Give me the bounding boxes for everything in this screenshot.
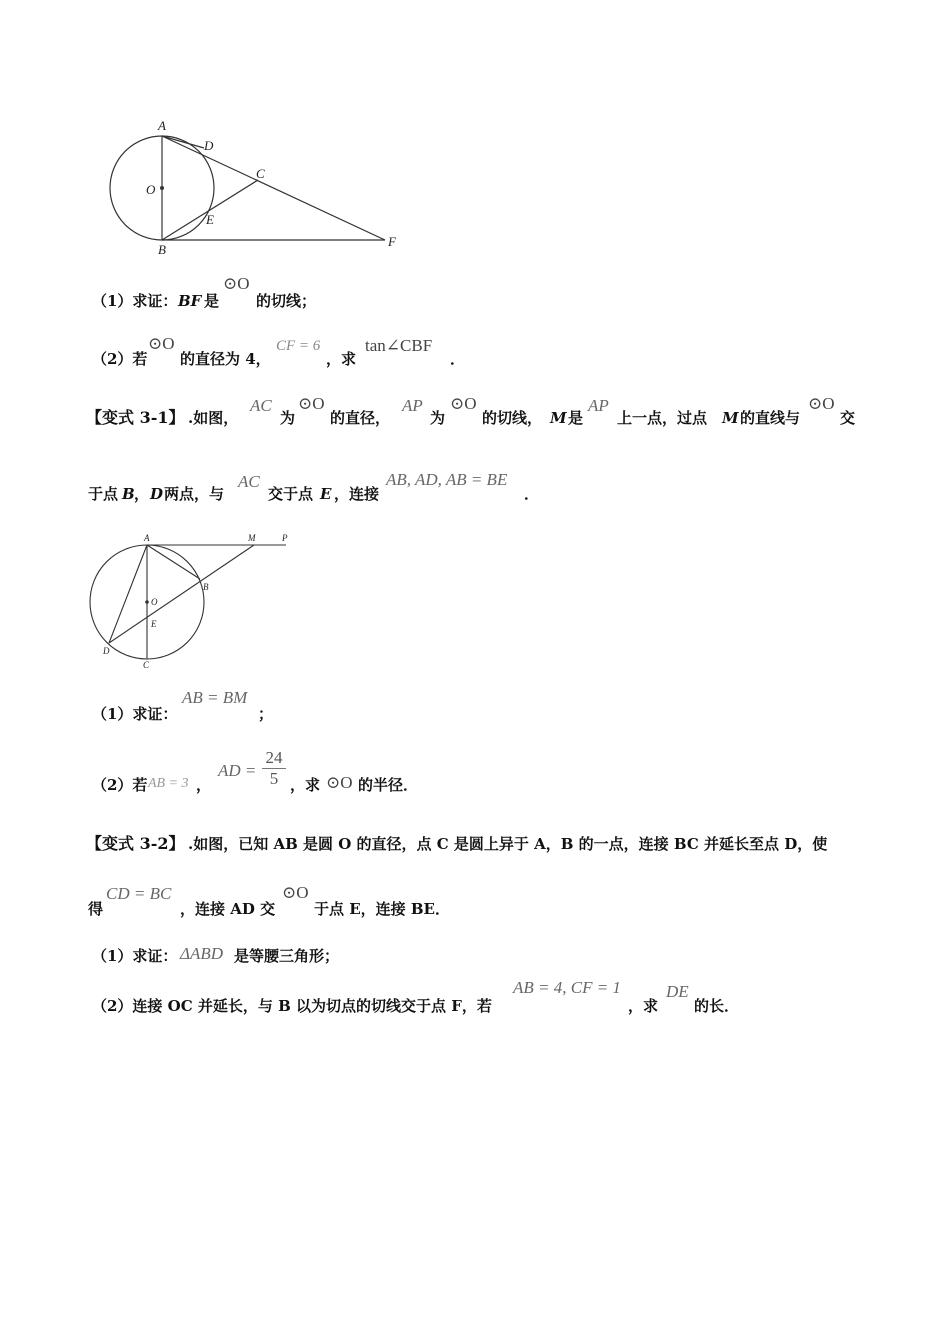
label-d: D [204,138,214,153]
circle-o-symbol: ⊙O [148,334,175,353]
label-b: B [158,242,166,257]
segment-ab [147,545,200,579]
segment-ad [109,545,147,643]
label-c: C [143,660,150,670]
center-dot [160,186,164,190]
figure-2-circle-tangent-line [86,530,296,670]
figure-1-circle-tangent [100,112,410,262]
label-a: A [144,533,150,543]
fraction-24-5: $\frac{24}{5}$ [262,748,286,789]
circle-o-symbol: ⊙O [223,274,250,293]
label-p: P [282,533,288,543]
label-a: A [158,118,166,133]
segment-bc [162,180,258,240]
label-b: B [203,582,209,592]
label-c: C [256,166,265,181]
center-dot [145,600,149,604]
label-o: O [146,182,156,197]
label-o: O [151,597,158,607]
label-m: M [248,533,256,543]
segment-af [162,136,385,240]
label-d: D [103,646,110,656]
label-f: F [388,234,396,249]
label-e: E [151,619,157,629]
label-e: E [206,212,214,227]
segment-md [109,545,254,643]
